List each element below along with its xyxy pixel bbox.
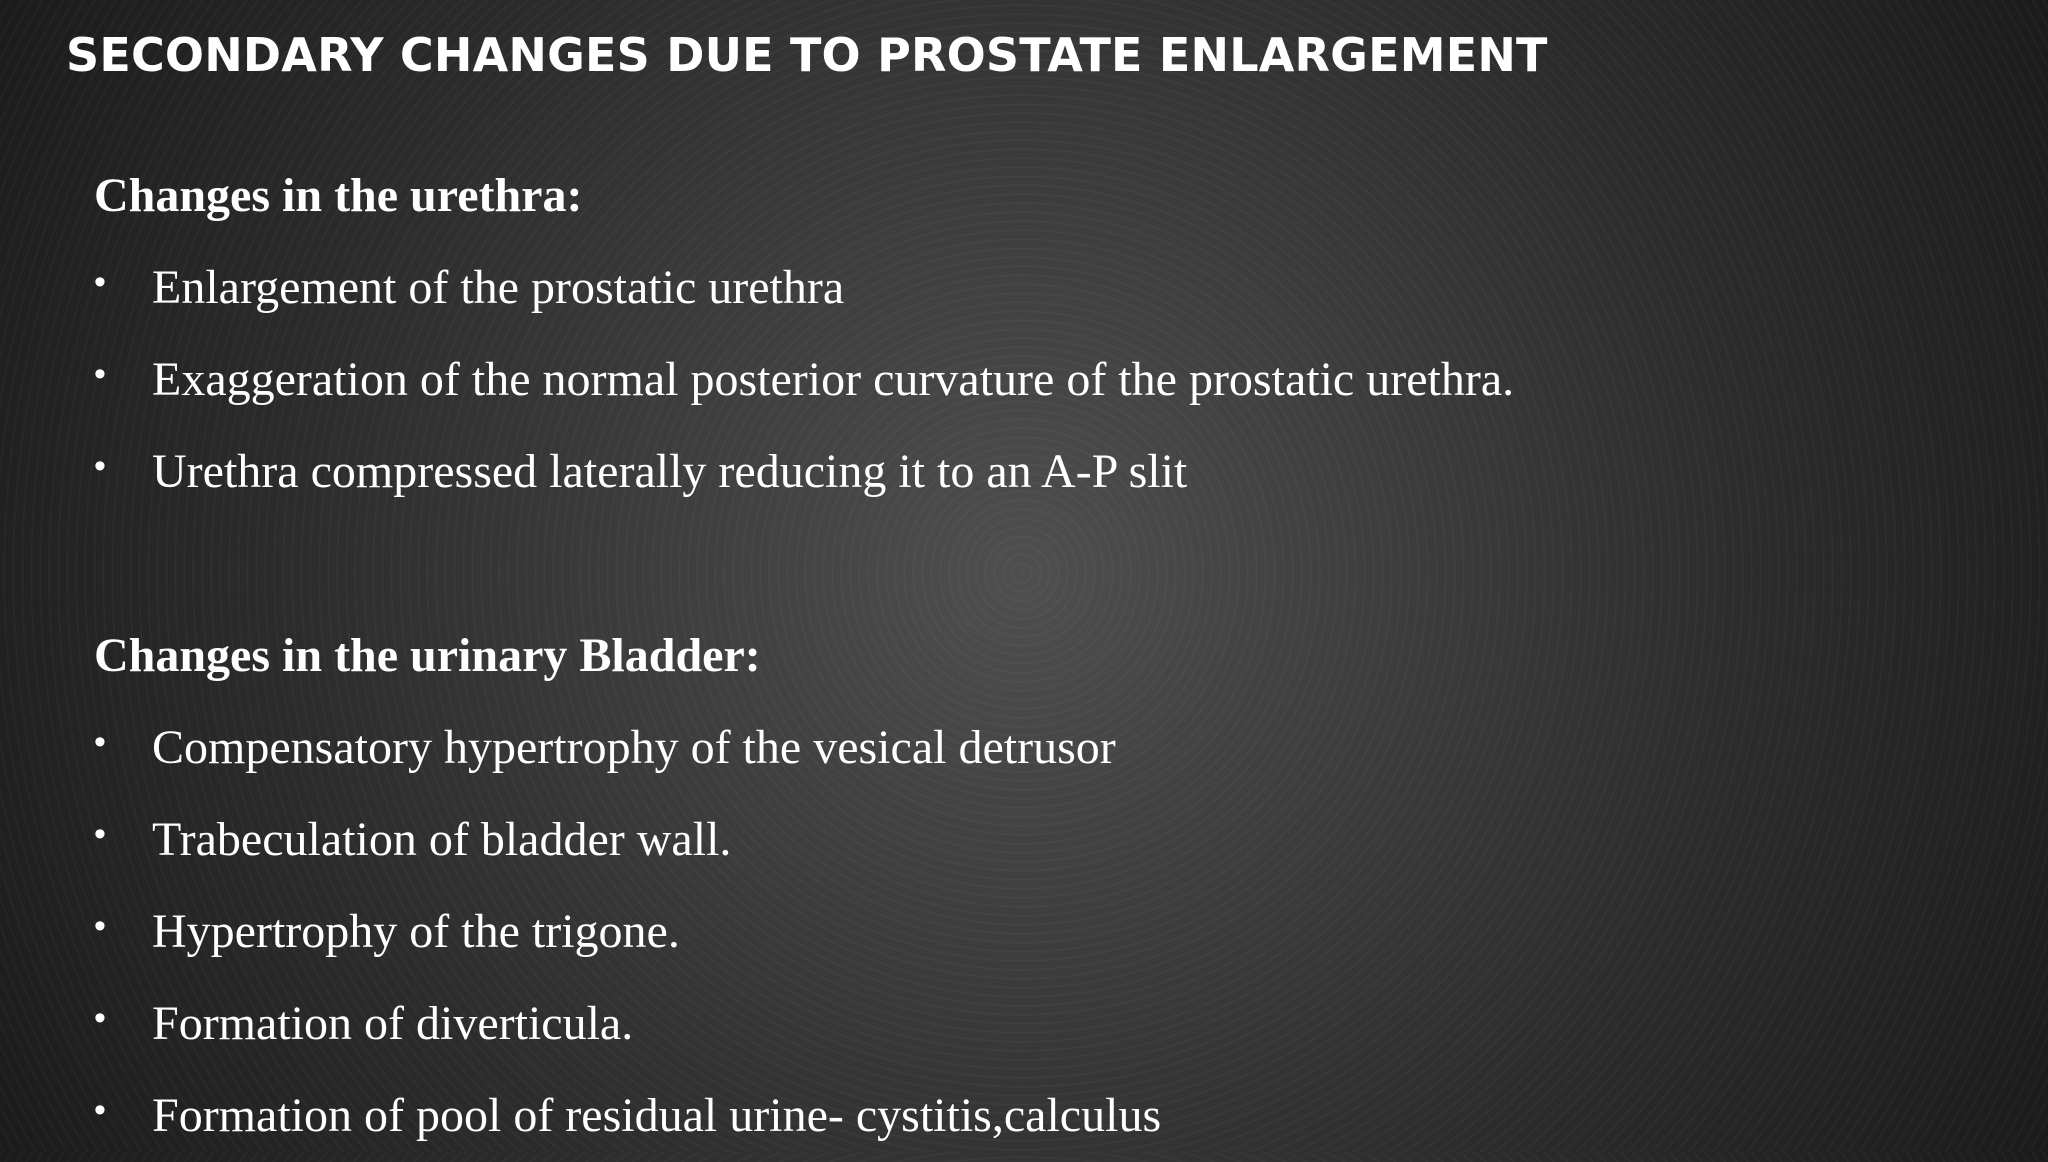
slide-title: SECONDARY CHANGES DUE TO PROSTATE ENLARGEMENT xyxy=(66,28,1548,82)
bullet-icon: • xyxy=(94,355,106,393)
section-urethra xyxy=(94,150,1994,518)
list-item-text: Trabeculation of bladder wall. xyxy=(152,813,732,866)
section-heading-urethra: Changes in the urethra: xyxy=(94,169,583,222)
list-item xyxy=(94,1070,1994,1162)
list-item xyxy=(94,242,1994,334)
section-bladder xyxy=(94,610,1994,1162)
list-item-text: Compensatory hypertrophy of the vesical detrusor xyxy=(152,721,1116,774)
list-item xyxy=(94,334,1994,426)
bullet-icon: • xyxy=(94,447,106,485)
bullet-icon: • xyxy=(94,815,106,853)
bullet-list-urethra xyxy=(94,242,1994,518)
list-item-text: Hypertrophy of the trigone. xyxy=(152,905,680,958)
bullet-list-bladder xyxy=(94,702,1994,1162)
bullet-icon: • xyxy=(94,999,106,1037)
bullet-icon: • xyxy=(94,723,106,761)
list-item-text: Formation of pool of residual urine- cystitis,calculus xyxy=(152,1089,1162,1142)
slide-content xyxy=(94,150,1994,1162)
bullet-icon: • xyxy=(94,1091,106,1129)
bullet-icon: • xyxy=(94,263,106,301)
list-item xyxy=(94,978,1994,1070)
list-item-text: Exaggeration of the normal posterior curvature of the prostatic urethra. xyxy=(152,353,1515,406)
list-item-text: Formation of diverticula. xyxy=(152,997,634,1050)
bullet-icon: • xyxy=(94,907,106,945)
section-heading-bladder: Changes in the urinary Bladder: xyxy=(94,629,761,682)
list-item xyxy=(94,886,1994,978)
list-item xyxy=(94,426,1994,518)
list-item-text: Enlargement of the prostatic urethra xyxy=(152,261,845,314)
list-item-text: Urethra compressed laterally reducing it to an A-P slit xyxy=(152,445,1188,498)
list-item xyxy=(94,702,1994,794)
list-item xyxy=(94,794,1994,886)
section-spacer xyxy=(94,518,1994,610)
